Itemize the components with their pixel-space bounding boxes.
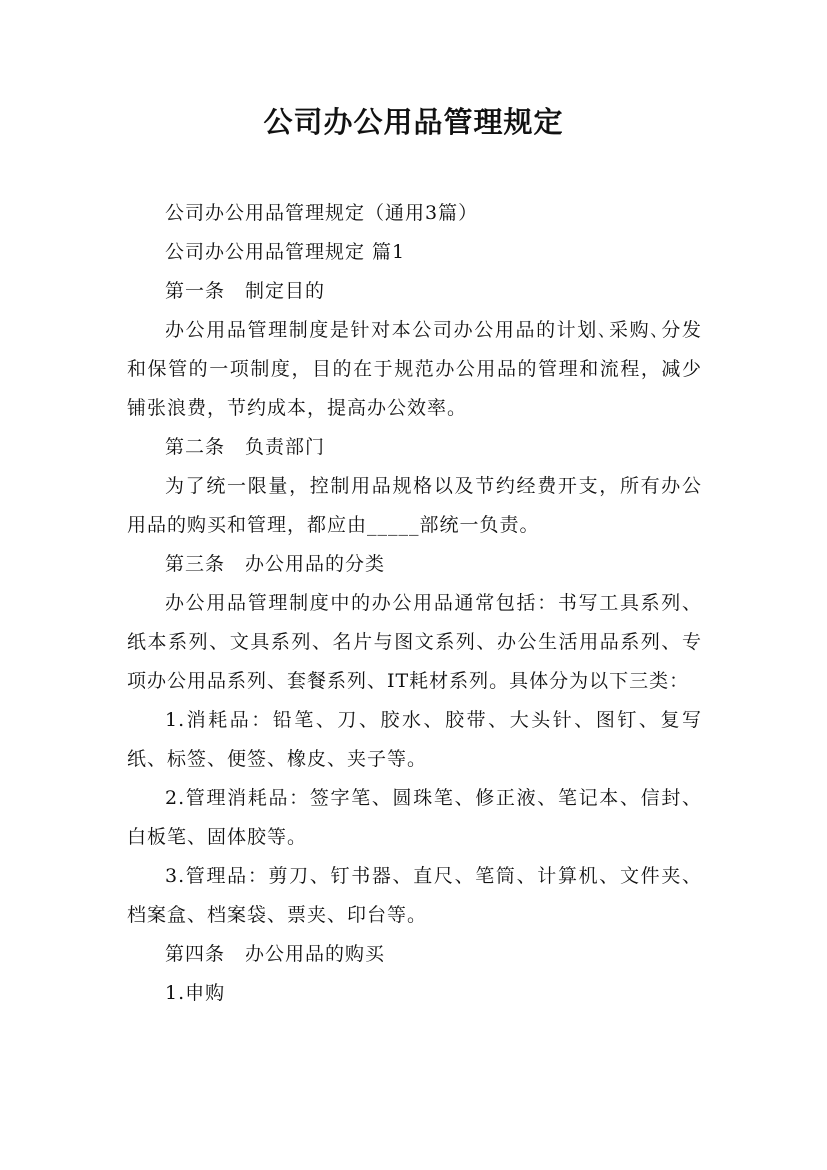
article-2-heading: 第二条 负责部门: [165, 436, 326, 458]
article-3-body: 办公用品管理制度中的办公用品通常包括：书写工具系列、纸本系列、文具系列、名片与图文系列、办公生活用品系列、专项办公用品系列、套餐系列、IT耗材系列。具体分为以下三类：: [127, 592, 702, 692]
list-item-managed-consumables: 2.管理消耗品：签字笔、圆珠笔、修正液、笔记本、信封、白板笔、固体胶等。: [127, 787, 702, 848]
paragraph-section-heading: 公司办公用品管理规定 篇1: [165, 241, 406, 263]
article-4-heading: 第四条 办公用品的购买: [165, 943, 386, 965]
article-1-body: 办公用品管理制度是针对本公司办公用品的计划､采购､分发和保管的一项制度，目的在于规范办公用品的管理和流程，减少铺张浪费，节约成本，提高办公效率。: [127, 319, 702, 419]
document-title: 公司办公用品管理规定: [263, 105, 564, 139]
document-body: [127, 194, 702, 1013]
paragraph-subtitle: 公司办公用品管理规定（通用3篇）: [165, 202, 479, 224]
article-2-body: 为了统一限量，控制用品规格以及节约经费开支，所有办公用品的购买和管理，都应由_____部统一负责。: [127, 475, 702, 536]
article-3-heading: 第三条 办公用品的分类: [165, 553, 386, 575]
list-item-consumables: 1.消耗品：铅笔、刀、胶水、胶带、大头针、图钉、复写纸、标签、便签、橡皮、夹子等。: [127, 709, 702, 770]
article-1-heading: 第一条 制定目的: [165, 280, 326, 302]
list-item-managed-items: 3.管理品：剪刀、钉书器、直尺、笔筒、计算机、文件夹、档案盒、档案袋、票夹、印台等。: [127, 865, 702, 926]
list-item-application: 1.申购: [165, 982, 226, 1004]
